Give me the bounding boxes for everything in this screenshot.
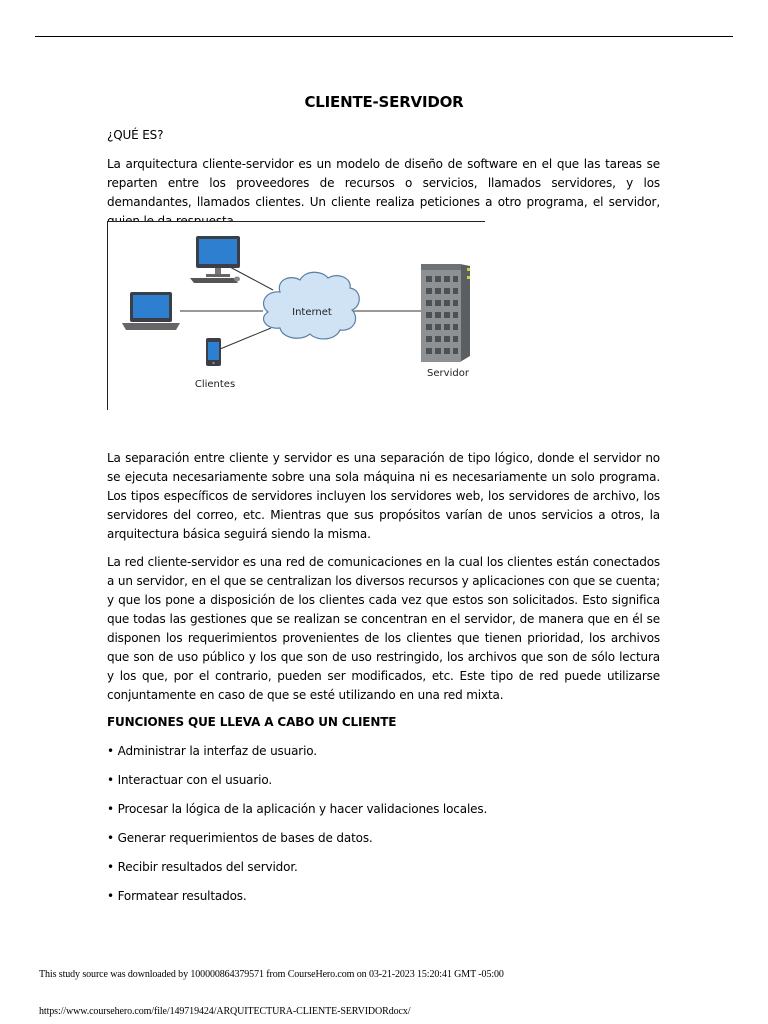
functions-heading: FUNCIONES QUE LLEVA A CABO UN CLIENTE [107,715,397,729]
document-title: CLIENTE-SERVIDOR [304,93,464,111]
separation-paragraph: La separación entre cliente y servidor es una separación de tipo lógico, donde el servidor no se ejecuta necesariamente sobre una sola máquina ni es necesariamente un solo programa. Los tipos específicos de servidores incluyen los servidores web, los servidores de archivo, los servidores del correo, etc. Mientras que sus propósitos varían de unos servicios a otros, la arquitectura básica seguirá siendo la misma. [107,451,660,541]
question-heading: ¿QUÉ ES? [107,128,164,142]
internet-cloud-icon [264,272,360,339]
download-note: This study source was downloaded by 100000864379571 from CourseHero.com on 03-21-2023 15:20:41 GMT -05:00 [39,969,504,980]
network-paragraph: La red cliente-servidor es una red de comunicaciones en la cual los clientes están conectados a un servidor, en el que se centralizan los diversos recursos y aplicaciones con que se cuenta; y que los pone a disposición de los clientes cada vez que estos son solicitados. Esto significa que todas las gestiones que se realizan se concentran en el servidor, de manera que en él se disponen los requerimientos provenientes de los clientes que tienen prioridad, los archivos que son de uso público y los que son de uso restringido, los archivos que son de sólo lectura y los que, por el contrario, pueden ser modificados, etc. Este tipo de red puede utilizarse conjuntamente en caso de que se esté utilizando en una red mixta. [107,555,660,702]
client-server-diagram [107,221,485,410]
intro-paragraph: La arquitectura cliente-servidor es un modelo de diseño de software en el que las tareas se reparten entre los proveedores de recursos o servicios, llamados servidores, y los demandantes, llamados clientes. Un cliente realiza peticiones a otro programa, el servidor, [107,157,660,209]
clients-label: Clientes [194,379,236,390]
function-item: • Interactuar con el usuario. [107,773,272,787]
function-item: • Generar requerimientos de bases de datos. [107,831,373,845]
function-item: • Recibir resultados del servidor. [107,860,298,874]
internet-label: Internet [292,307,332,318]
function-item: • Administrar la interfaz de usuario. [107,744,317,758]
header-rule [35,36,733,37]
server-label: Servidor [427,368,469,379]
server-tower-icon [421,264,470,362]
function-item: • Formatear resultados. [107,889,247,903]
phone-link-line [220,328,271,349]
laptop-icon [122,292,180,330]
diagram-svg [108,222,485,410]
source-url-link[interactable]: https://www.coursehero.com/file/149719424/ARQUITECTURA-CLIENTE-SERVIDORdocx/ [39,1006,411,1017]
mobile-phone-icon [206,338,221,366]
desktop-computer-icon [190,236,240,283]
function-item: • Procesar la lógica de la aplicación y hacer validaciones locales. [107,802,488,816]
